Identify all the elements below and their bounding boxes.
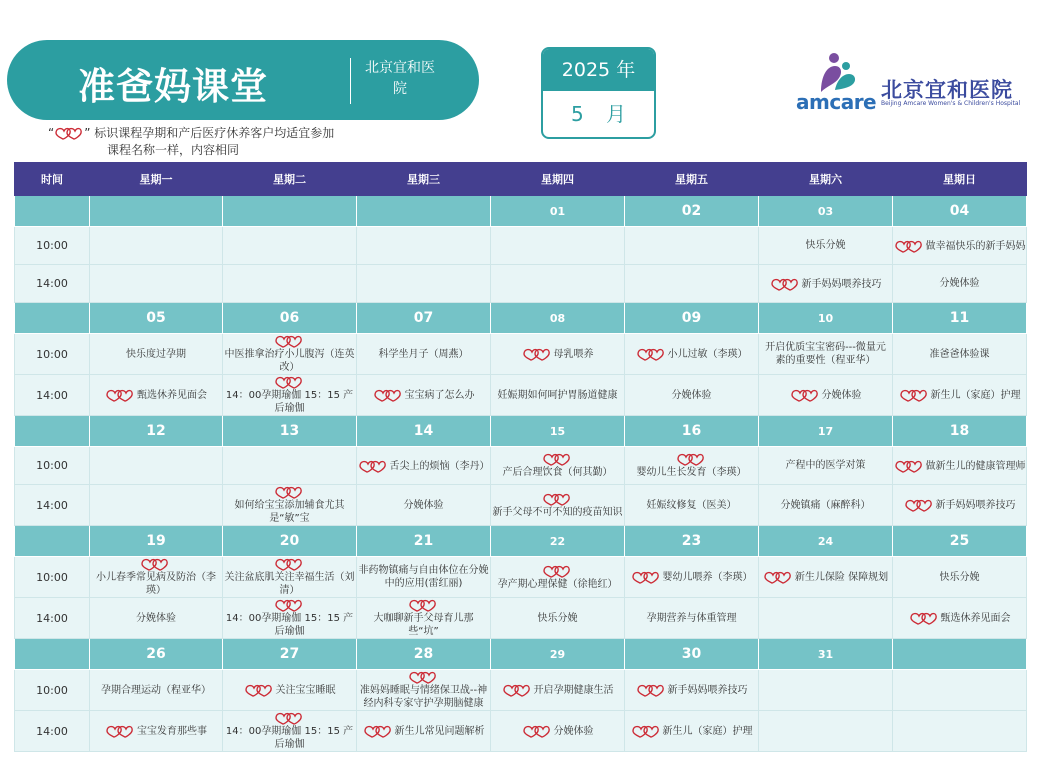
time-cell: 10:00 [15, 227, 90, 265]
course-name: 新生儿保险 保障规划 [794, 572, 889, 583]
course-cell [223, 598, 357, 639]
date-cell: 13 [223, 416, 357, 447]
course-cell [625, 598, 759, 639]
course-cell [759, 557, 893, 598]
date-cell: 16 [625, 416, 759, 447]
time-cell: 14:00 [15, 375, 90, 416]
course-name: 14：00孕期瑜伽 15：15 产后瑜伽 [225, 613, 354, 637]
time-slot-row [15, 598, 1027, 639]
time-slot-row [15, 375, 1027, 416]
course-cell [223, 711, 357, 752]
course-name: 新手妈妈喂养技巧 [935, 500, 1016, 511]
time-slot-row [15, 265, 1027, 303]
course-cell [759, 447, 893, 485]
course-name: 分娩体验 [671, 389, 712, 401]
course-cell [90, 265, 223, 303]
double-heart-icon [105, 388, 135, 402]
date-blank-cell [15, 416, 90, 447]
date-row [15, 416, 1027, 447]
date-cell: 01 [491, 196, 625, 227]
course-cell [759, 711, 893, 752]
course-name: 如何给宝宝添加辅食尤其是“敏”宝 [234, 500, 345, 524]
time-cell: 10:00 [15, 670, 90, 711]
course-name: 分娩体验 [403, 499, 444, 511]
double-heart-icon [140, 557, 170, 571]
course-name: 非药物镇痛与自由体位在分娩中的应用(雷红丽) [358, 565, 489, 589]
double-heart-icon [502, 683, 532, 697]
course-name: 关注盆底肌关注幸福生活（刘清） [224, 572, 355, 596]
course-name: 小儿春季常见病及防治（李瑛） [96, 572, 216, 596]
time-cell: 14:00 [15, 485, 90, 526]
weekday-header: 星期四 [491, 163, 625, 196]
course-cell [491, 227, 625, 265]
weekday-header: 星期日 [893, 163, 1027, 196]
course-name: 快乐分娩 [537, 612, 578, 624]
legend-note [48, 125, 334, 159]
time-cell: 10:00 [15, 334, 90, 375]
date-cell: 02 [625, 196, 759, 227]
month-unit: 月 [606, 102, 627, 126]
course-cell [625, 447, 759, 485]
date-cell: 25 [893, 526, 1027, 557]
double-heart-icon [636, 683, 666, 697]
course-name: 甄选休养见面会 [940, 613, 1011, 624]
course-cell [357, 447, 491, 485]
double-heart-icon [408, 598, 438, 612]
double-heart-icon [894, 459, 924, 473]
date-cell: 07 [357, 303, 491, 334]
course-cell [893, 711, 1027, 752]
course-name: 分娩体验 [939, 278, 980, 289]
date-cell [223, 196, 357, 227]
date-row [15, 526, 1027, 557]
course-name: 快乐分娩 [805, 240, 846, 251]
course-cell [625, 375, 759, 416]
course-name: 做幸福快乐的新手妈妈 [925, 240, 1026, 252]
double-heart-icon [790, 388, 820, 402]
double-heart-icon [770, 277, 800, 291]
course-cell [90, 557, 223, 598]
logo-hospital-name: 北京宜和医院 [881, 78, 1013, 102]
double-heart-icon [909, 611, 939, 625]
course-name: 产后合理饮食（何其勤） [502, 467, 613, 478]
double-heart-icon [542, 492, 572, 506]
course-cell [893, 334, 1027, 375]
course-cell [223, 265, 357, 303]
course-cell [357, 557, 491, 598]
course-name: 准爸爸体验课 [929, 348, 990, 360]
course-name: 婴幼儿喂养（李瑛） [662, 572, 753, 583]
course-cell [759, 670, 893, 711]
course-name: 新手妈妈喂养技巧 [667, 685, 748, 696]
course-cell [90, 227, 223, 265]
page-title: 准爸妈课堂 [78, 65, 268, 108]
double-heart-icon [763, 570, 793, 584]
month-calendar-badge [541, 47, 656, 139]
course-cell [893, 375, 1027, 416]
course-name: 宝宝发育那些事 [137, 726, 207, 737]
double-heart-icon [894, 239, 924, 253]
date-blank-cell [15, 303, 90, 334]
course-cell [893, 447, 1027, 485]
course-name: 做新生儿的健康管理师 [925, 460, 1026, 472]
month-number: 5 [570, 102, 584, 126]
course-cell [893, 485, 1027, 526]
double-heart-icon [358, 459, 388, 473]
weekday-header-row [15, 163, 1027, 196]
course-cell [491, 447, 625, 485]
time-cell: 10:00 [15, 447, 90, 485]
date-cell [893, 639, 1027, 670]
course-name: 母乳喂养 [553, 349, 594, 360]
course-name: 中医推拿治疗小儿腹泻（连英改） [224, 349, 355, 373]
course-cell [759, 265, 893, 303]
weekday-header: 星期六 [759, 163, 893, 196]
course-cell [759, 485, 893, 526]
date-cell: 12 [90, 416, 223, 447]
course-name: 14：00孕期瑜伽 15：15 产后瑜伽 [225, 726, 354, 750]
course-name: 新手父母不可不知的疫苗知识 [492, 506, 623, 518]
course-cell [759, 598, 893, 639]
date-cell: 22 [491, 526, 625, 557]
weekday-header: 星期一 [90, 163, 223, 196]
course-name: 分娩体验 [821, 390, 862, 401]
course-name: 孕期合理运动（程亚华） [101, 684, 211, 696]
course-name: 妊娠期如何呵护胃肠道健康 [497, 389, 618, 401]
course-name: 新生儿（家庭）护理 [930, 390, 1021, 401]
date-cell: 04 [893, 196, 1027, 227]
double-heart-icon [631, 570, 661, 584]
course-name: 新手妈妈喂养技巧 [801, 278, 882, 290]
course-cell [759, 375, 893, 416]
time-slot-row [15, 557, 1027, 598]
course-cell [625, 265, 759, 303]
date-cell: 10 [759, 303, 893, 334]
course-name: 孕产期心理保健（徐艳红） [497, 578, 618, 590]
date-row [15, 303, 1027, 334]
time-cell: 14:00 [15, 265, 90, 303]
course-cell [491, 375, 625, 416]
date-blank-cell [15, 639, 90, 670]
double-heart-icon [904, 498, 934, 512]
course-cell [90, 670, 223, 711]
double-heart-icon [631, 724, 661, 738]
course-name: 产程中的医学对策 [785, 460, 866, 471]
weekday-header: 星期二 [223, 163, 357, 196]
course-cell [491, 265, 625, 303]
course-cell [357, 334, 491, 375]
course-cell [893, 598, 1027, 639]
date-cell: 29 [491, 639, 625, 670]
double-heart-icon [542, 564, 572, 578]
course-cell [491, 557, 625, 598]
course-cell [893, 557, 1027, 598]
course-name: 孕期营养与体重管理 [646, 612, 737, 624]
time-cell: 14:00 [15, 711, 90, 752]
date-cell: 30 [625, 639, 759, 670]
course-cell [90, 375, 223, 416]
logo-hospital-name-en: Beijing Amcare Women's & Children's Hospital [881, 100, 1021, 107]
course-cell [357, 265, 491, 303]
course-cell [491, 334, 625, 375]
date-cell: 11 [893, 303, 1027, 334]
date-cell: 27 [223, 639, 357, 670]
course-cell [223, 447, 357, 485]
course-cell [90, 711, 223, 752]
double-heart-icon [542, 452, 572, 466]
course-cell [625, 670, 759, 711]
course-cell [893, 670, 1027, 711]
time-slot-row [15, 334, 1027, 375]
course-cell [893, 265, 1027, 303]
double-heart-icon [105, 724, 135, 738]
date-cell: 28 [357, 639, 491, 670]
date-cell: 19 [90, 526, 223, 557]
time-slot-row [15, 670, 1027, 711]
course-cell [90, 598, 223, 639]
legend-line-1: 标识课程孕期和产后医疗休养客户均适宜参加 [94, 126, 335, 140]
date-blank-cell [15, 526, 90, 557]
course-name: 开启优质宝宝密码---微量元素的重要性（程亚华） [765, 342, 886, 366]
course-cell [759, 227, 893, 265]
time-cell: 10:00 [15, 557, 90, 598]
course-cell [759, 334, 893, 375]
weekday-header: 时间 [15, 163, 90, 196]
time-slot-row [15, 485, 1027, 526]
course-name: 准妈妈睡眠与情绪保卫战--神经内科专家守护孕期脑健康 [359, 685, 488, 709]
course-cell [90, 334, 223, 375]
date-cell [90, 196, 223, 227]
course-cell [625, 334, 759, 375]
course-cell [625, 485, 759, 526]
course-name: 小儿过敏（李瑛） [667, 349, 748, 360]
date-cell: 15 [491, 416, 625, 447]
double-heart-icon [522, 347, 552, 361]
course-cell [625, 227, 759, 265]
course-cell [90, 485, 223, 526]
double-heart-icon [274, 711, 304, 725]
course-cell [491, 485, 625, 526]
course-name: 宝宝病了怎么办 [404, 390, 475, 401]
time-slot-row [15, 447, 1027, 485]
legend-quote-close: ” [84, 126, 91, 140]
date-cell: 21 [357, 526, 491, 557]
double-heart-icon [522, 724, 552, 738]
course-name: 快乐度过孕期 [126, 348, 186, 360]
course-name: 舌尖上的烦恼（李丹） [389, 460, 490, 472]
double-heart-icon [274, 334, 304, 348]
course-cell [491, 670, 625, 711]
course-name: 大咖聊新手父母育儿那些“坑” [373, 613, 474, 637]
date-cell: 05 [90, 303, 223, 334]
time-cell: 14:00 [15, 598, 90, 639]
calendar-month [543, 91, 654, 137]
double-heart-icon [244, 683, 274, 697]
course-cell [223, 670, 357, 711]
course-name: 妊娠纹修复（医美） [646, 499, 737, 511]
legend-line-2: 课程名称一样，内容相同 [107, 143, 240, 157]
date-cell: 09 [625, 303, 759, 334]
course-cell [357, 485, 491, 526]
course-name: 快乐分娩 [939, 571, 980, 583]
course-cell [223, 375, 357, 416]
course-cell [357, 670, 491, 711]
date-row [15, 639, 1027, 670]
double-heart-icon [274, 557, 304, 571]
amcare-logo-icon [813, 52, 861, 94]
legend-quote-open: “ [48, 126, 55, 140]
weekday-header: 星期三 [357, 163, 491, 196]
date-cell [357, 196, 491, 227]
course-name: 分娩体验 [136, 612, 176, 624]
date-cell: 20 [223, 526, 357, 557]
course-cell [223, 227, 357, 265]
double-heart-icon [899, 388, 929, 402]
hospital-subtitle: 北京宜和医院 [365, 60, 435, 97]
course-cell [90, 447, 223, 485]
course-name: 分娩镇痛（麻醉科） [780, 499, 871, 511]
course-cell [491, 711, 625, 752]
double-heart-icon [274, 598, 304, 612]
course-name: 新生儿（家庭）护理 [662, 726, 753, 737]
date-cell: 08 [491, 303, 625, 334]
course-cell [357, 598, 491, 639]
course-cell [223, 485, 357, 526]
double-heart-icon [274, 375, 304, 389]
course-cell [625, 557, 759, 598]
course-name: 关注宝宝睡眠 [275, 685, 336, 696]
course-cell [223, 557, 357, 598]
course-cell [223, 334, 357, 375]
date-cell: 26 [90, 639, 223, 670]
weekday-header: 星期五 [625, 163, 759, 196]
schedule-body [15, 196, 1027, 752]
double-heart-icon [373, 388, 403, 402]
course-cell [893, 227, 1027, 265]
date-cell: 17 [759, 416, 893, 447]
date-cell: 18 [893, 416, 1027, 447]
course-cell [625, 711, 759, 752]
course-cell [357, 375, 491, 416]
title-divider [350, 58, 351, 104]
course-name: 分娩体验 [553, 726, 594, 737]
logo-brand-text: amcare [796, 90, 877, 114]
date-cell: 06 [223, 303, 357, 334]
date-cell: 03 [759, 196, 893, 227]
date-cell: 14 [357, 416, 491, 447]
double-heart-icon [363, 724, 393, 738]
double-heart-icon [676, 452, 706, 466]
class-schedule-table [14, 162, 1027, 752]
date-blank-cell [15, 196, 90, 227]
course-name: 14：00孕期瑜伽 15：15 产后瑜伽 [225, 390, 354, 414]
time-slot-row [15, 227, 1027, 265]
double-heart-icon [54, 126, 84, 140]
course-name: 新生儿常见问题解析 [394, 726, 485, 737]
date-row [15, 196, 1027, 227]
double-heart-icon [274, 485, 304, 499]
double-heart-icon [408, 670, 438, 684]
course-name: 甄选休养见面会 [137, 390, 207, 401]
date-cell: 24 [759, 526, 893, 557]
course-cell [491, 598, 625, 639]
course-cell [357, 711, 491, 752]
course-name: 科学坐月子（周燕） [378, 348, 469, 360]
calendar-year: 2025 年 [543, 49, 654, 91]
course-cell [357, 227, 491, 265]
time-slot-row [15, 711, 1027, 752]
date-cell: 23 [625, 526, 759, 557]
double-heart-icon [636, 347, 666, 361]
course-name: 开启孕期健康生活 [533, 685, 614, 696]
course-name: 婴幼儿生长发育（李瑛） [636, 467, 747, 478]
date-cell: 31 [759, 639, 893, 670]
